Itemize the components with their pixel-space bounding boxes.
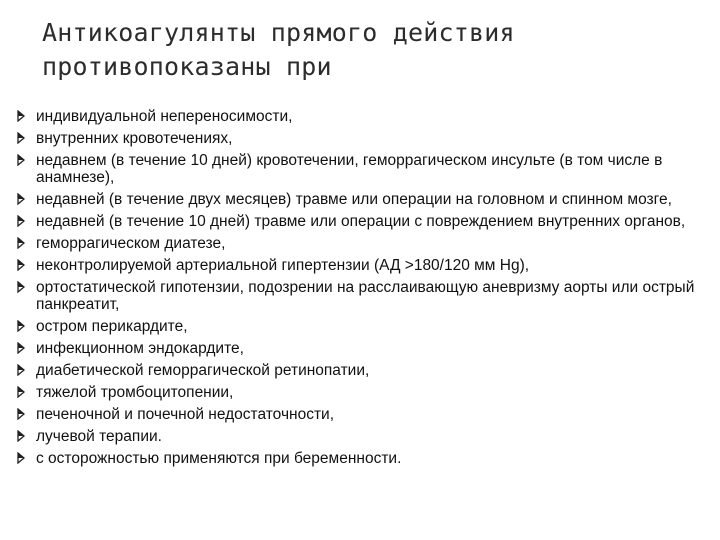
- list-item: [14, 406, 704, 423]
- arrow-right-icon: [15, 430, 27, 442]
- list-item-text: лучевой терапии.: [36, 428, 162, 445]
- arrow-right-icon: [15, 408, 27, 420]
- list-item: [14, 428, 704, 445]
- arrow-right-icon: [15, 259, 27, 271]
- list-item-text: с осторожностью применяются при беременности.: [36, 450, 402, 467]
- list-item: [14, 279, 704, 313]
- contraindications-list: [14, 108, 704, 472]
- list-item: [14, 130, 704, 147]
- list-item-text: недавней (в течение 10 дней) травме или операции с повреждением внутренних органов,: [36, 213, 686, 230]
- list-item-text: геморрагическом диатезе,: [36, 235, 226, 252]
- list-item-text: диабетической геморрагической ретинопатии,: [36, 362, 370, 379]
- list-item: [14, 108, 704, 125]
- list-item-text: недавнем (в течение 10 дней) кровотечении, геморрагическом инсульте (в том числе в анамнезе),: [36, 152, 663, 186]
- list-item: [14, 318, 704, 335]
- list-item-text: инфекционном эндокардите,: [36, 340, 244, 357]
- title-line-1: Антикоагулянты прямого действия: [42, 18, 515, 47]
- list-item-text: печеночной и почечной недостаточности,: [36, 406, 335, 423]
- arrow-right-icon: [15, 215, 27, 227]
- arrow-right-icon: [15, 132, 27, 144]
- list-item: [14, 362, 704, 379]
- list-item-text: внутренних кровотечениях,: [36, 130, 233, 147]
- list-item: [14, 213, 704, 230]
- list-item: [14, 384, 704, 401]
- arrow-right-icon: [15, 154, 27, 166]
- arrow-right-icon: [15, 342, 27, 354]
- slide-title: [42, 16, 682, 84]
- arrow-right-icon: [15, 452, 27, 464]
- list-item: [14, 152, 704, 186]
- list-item-text: тяжелой тромбоцитопении,: [36, 384, 234, 401]
- list-item: [14, 235, 704, 252]
- list-item-text: недавней (в течение двух месяцев) травме или операции на головном и спинном мозге,: [36, 191, 672, 208]
- title-line-2: противопоказаны при: [42, 52, 332, 81]
- list-item-text: неконтролируемой артериальной гипертензии (АД >180/120 мм Hg),: [36, 257, 530, 274]
- arrow-right-icon: [15, 386, 27, 398]
- list-item: [14, 191, 704, 208]
- list-item-text: остром перикардите,: [36, 318, 188, 335]
- list-item-text: ортостатической гипотензии, подозрении на расслаивающую аневризму аорты или острый панкреатит,: [36, 279, 695, 313]
- list-item: [14, 340, 704, 357]
- arrow-right-icon: [15, 281, 27, 293]
- list-item-text: индивидуальной непереносимости,: [36, 108, 293, 125]
- arrow-right-icon: [15, 193, 27, 205]
- list-item: [14, 257, 704, 274]
- arrow-right-icon: [15, 320, 27, 332]
- list-item: [14, 450, 704, 467]
- arrow-right-icon: [15, 237, 27, 249]
- arrow-right-icon: [15, 110, 27, 122]
- arrow-right-icon: [15, 364, 27, 376]
